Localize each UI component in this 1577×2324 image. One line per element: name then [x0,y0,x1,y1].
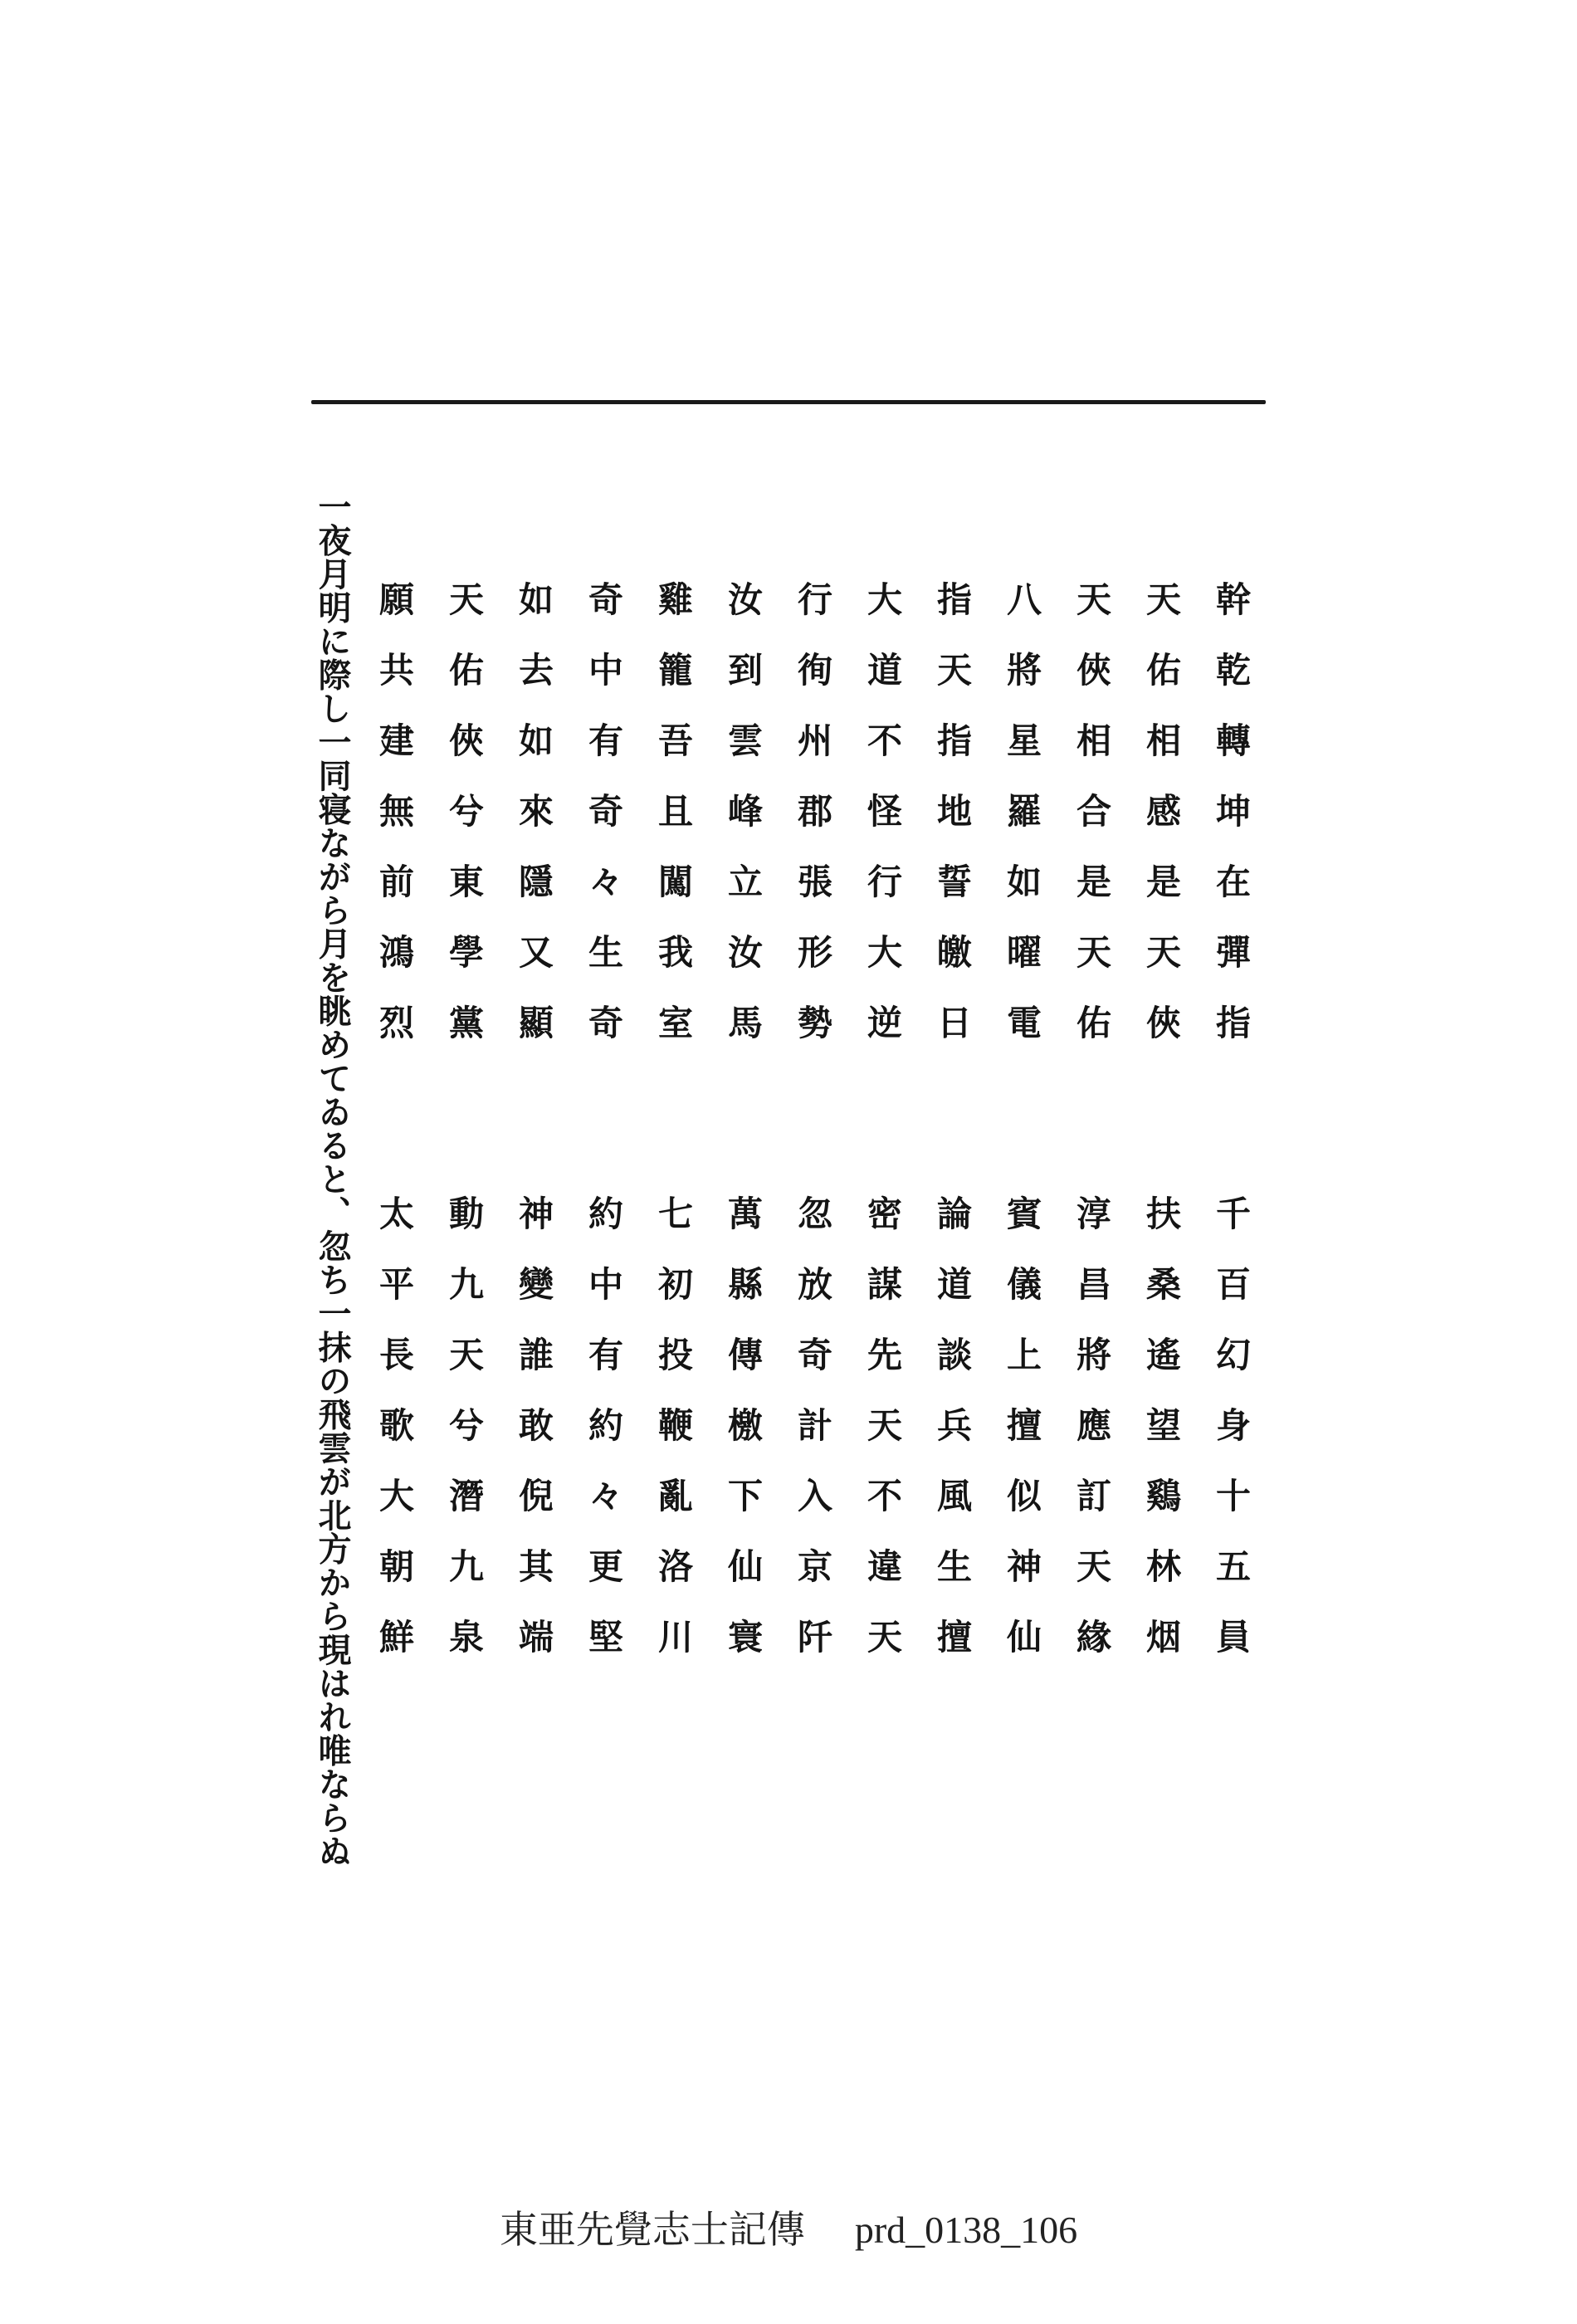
poem-upper-line: 天俠相合是天佑 [1072,581,1112,1075]
poem-lower-line: 神變誰敢倪其端 [514,1195,554,1689]
poem-upper-line: 指天指地誓皦日 [932,581,973,1075]
poem-upper-line: 雞籠吾且闖我室 [653,581,694,1075]
poem-upper-block [359,581,1266,1075]
poem-upper-line: 行徇州郡張形勢 [793,581,833,1075]
poem-upper-line: 奇中有奇々生奇 [583,581,624,1075]
poem-lower-line: 忽放奇計入京阡 [793,1195,833,1689]
poem-lower-line: 淳昌將應訂天緣 [1072,1195,1112,1689]
prose-line: 一夜月明に際し一同寝ながら月を眺めてゐると、忽ち一抹の飛雲が北方から現はれ唯ならぬ [313,490,352,1868]
poem-lower-line: 動九天兮潛九泉 [444,1195,485,1689]
poem-upper-line: 大道不怪行大逆 [862,581,903,1075]
header-rule [311,400,1266,404]
poem-upper-line: 如去如來隱又顯 [514,581,554,1075]
poem-upper-line: 天佑相感是天俠 [1141,581,1182,1075]
poem-lower-line: 太平長歌大朝鮮 [374,1195,415,1689]
poem-lower-line: 七初投鞭亂洛川 [653,1195,694,1689]
book-title: 東亜先覺志士記傳 [499,2209,805,2251]
poem-lower-block [359,1195,1266,1689]
poem-upper-line: 汝到雲峰立汝馬 [723,581,764,1075]
poem-lower-line: 萬縣傳檄下仙寰 [723,1195,764,1689]
poem-lower-line: 密謀先天不違天 [862,1195,903,1689]
poem-lower-line: 約中有約々更堅 [583,1195,624,1689]
poem-lower-line: 千百幻身十五員 [1211,1195,1252,1689]
page-footer [0,2200,1577,2254]
poem-upper-line: 天佑俠兮東學黨 [444,581,485,1075]
poem-lower-line: 扶桑遙望鷄林烟 [1141,1195,1182,1689]
poem-upper-line: 幹乾轉坤在彈指 [1211,581,1252,1075]
poem-upper-line: 八將星羅如曜電 [1002,581,1042,1075]
poem-lower-line: 論道談兵風生擅 [932,1195,973,1689]
poem-upper-line: 願共建無前鴻烈 [374,581,415,1075]
page-id: prd_0138_106 [854,2209,1078,2251]
poem-lower-line: 賓儀上擅似神仙 [1002,1195,1042,1689]
